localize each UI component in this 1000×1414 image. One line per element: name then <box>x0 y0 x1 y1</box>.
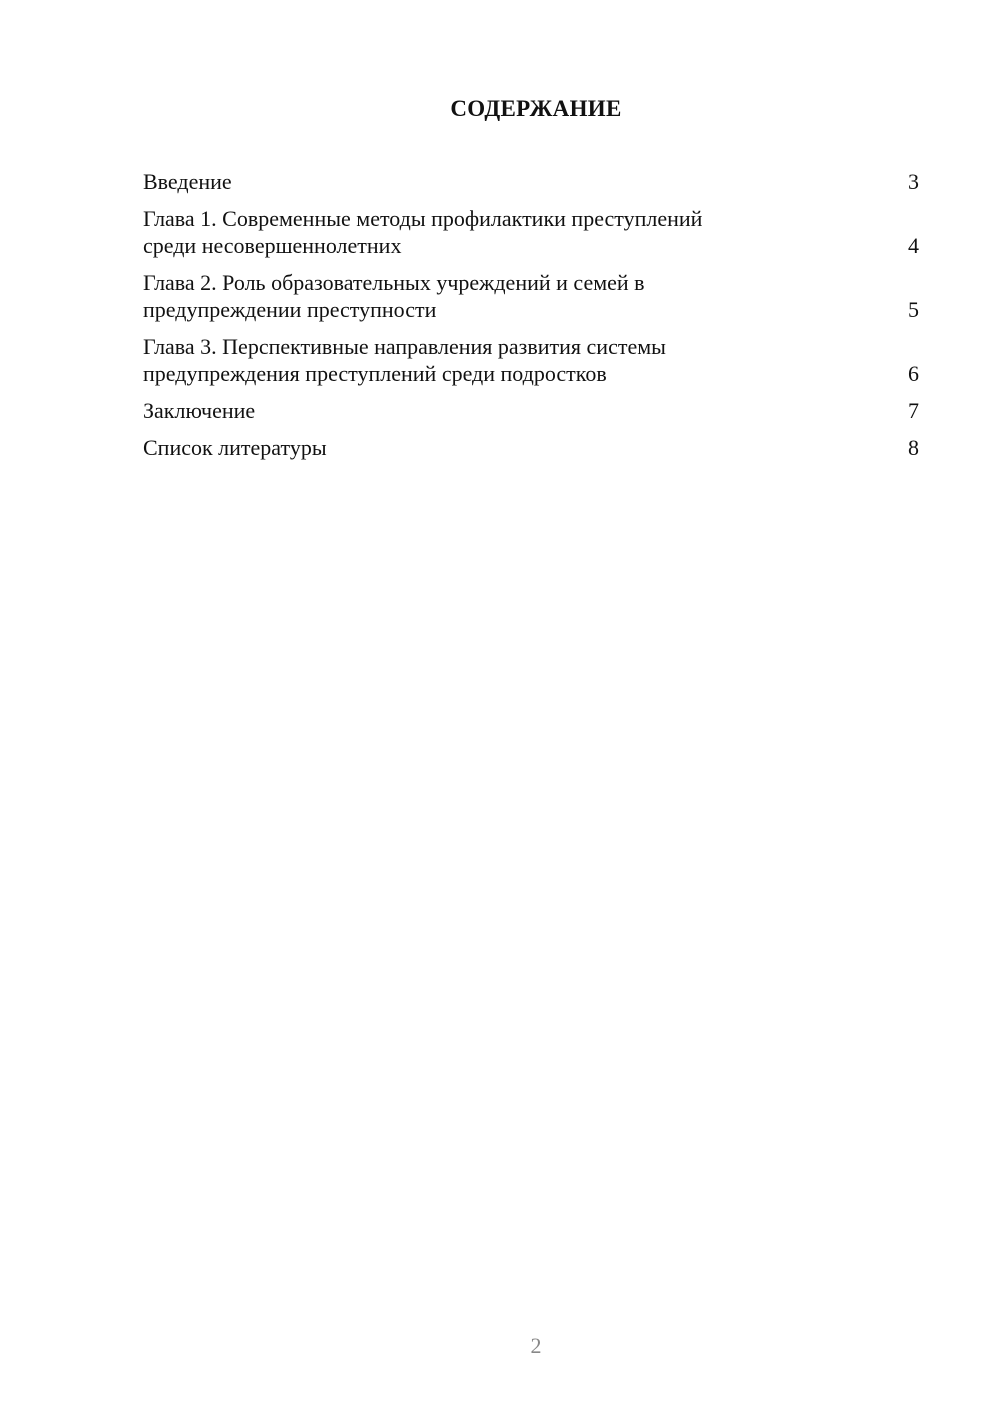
toc-item-page: 4 <box>908 233 919 258</box>
toc-title: СОДЕРЖАНИЕ <box>450 96 622 121</box>
toc-item-references <box>143 434 919 461</box>
toc-item-page: 5 <box>908 297 919 322</box>
toc-item-page: 6 <box>908 361 919 386</box>
toc-item-text: Заключение <box>143 398 256 423</box>
toc-item-chapter-3 <box>143 333 919 387</box>
toc-item-text: Глава 2. Роль образовательных учреждений и семей в предупреждении преступности <box>143 270 645 322</box>
toc-item-text: Список литературы <box>143 435 327 460</box>
toc-item-chapter-1 <box>143 205 919 259</box>
toc-item-conclusion <box>143 397 919 424</box>
toc-list <box>143 168 919 471</box>
toc-item-chapter-2 <box>143 269 919 323</box>
toc-item-text: Глава 3. Перспективные направления развития системы предупреждения преступлений среди подростков <box>143 334 666 386</box>
toc-item-page: 8 <box>908 435 919 460</box>
toc-item-page: 7 <box>908 398 919 423</box>
page-number: 2 <box>530 1333 542 1358</box>
toc-item-text: Глава 1. Современные методы профилактики преступлений среди несовершеннолетних <box>143 206 703 258</box>
toc-item-page: 3 <box>908 169 919 194</box>
toc-item-introduction <box>143 168 919 195</box>
toc-item-text: Введение <box>143 169 232 194</box>
